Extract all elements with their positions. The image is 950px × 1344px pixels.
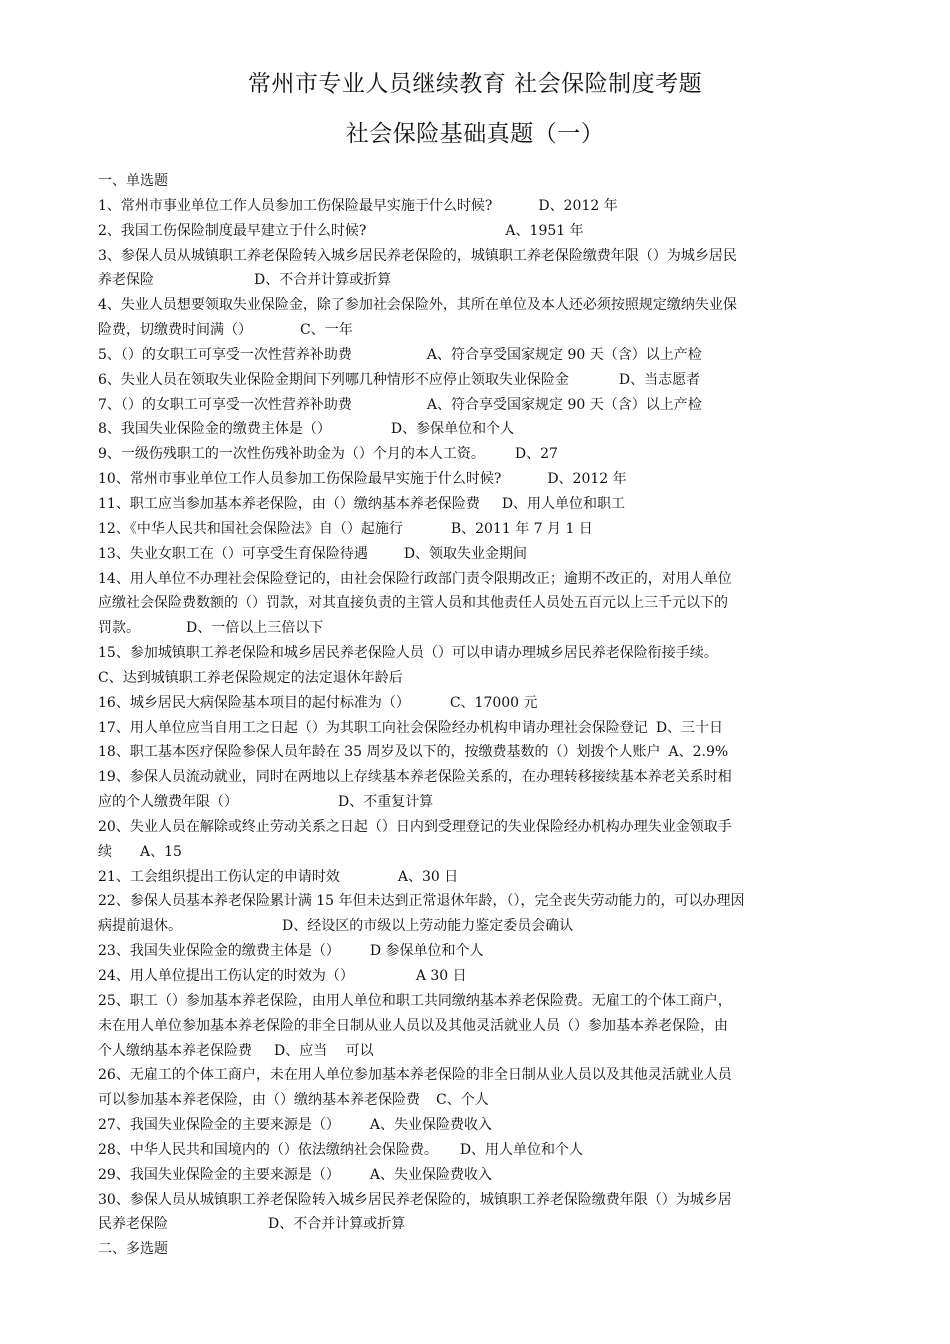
question-text: 17、用人单位应当自用工之日起（）为其职工向社会保险经办机构申请办理社会保险登记 [98,719,648,736]
answer-text: A、1951 年 [505,222,584,239]
question-line [98,591,856,616]
question-line [98,1163,856,1188]
question-line [98,467,856,492]
answer-text: D、2012 年 [547,471,627,488]
question-text: 14、用人单位不办理社会保险登记的，由社会保险行政部门责令限期改正；逾期不改正的，对用人单位 [98,570,732,587]
question-line [98,219,856,244]
question-line [98,815,856,840]
question-line [98,343,856,368]
question-list [98,169,856,1262]
answer-text: D、用人单位和个人 [459,1141,584,1158]
question-line [98,268,856,293]
question-text: 5、（）的女职工可享受一次性营养补助费 [98,346,352,363]
question-text: C、达到城镇职工养老保险规定的法定退休年龄后 [98,669,403,686]
question-text: 应的个人缴费年限（） [98,794,238,811]
document-subtitle: 社会保险基础真题（一） [345,121,605,147]
answer-text: A、符合享受国家规定 90 天（含）以上产检 [426,396,702,413]
question-line [98,1039,856,1064]
question-line [98,716,856,741]
question-text: 16、城乡居民大病保险基本项目的起付标准为（） [98,694,410,711]
question-text: 险费，切缴费时间满（） [98,322,252,339]
question-line [98,666,856,691]
question-text: 可以参加基本养老保险，由（）缴纳基本养老保险费 [98,1092,420,1109]
answer-text: D、领取失业金期间 [403,545,528,562]
question-line [98,318,856,343]
question-line [98,368,856,393]
question-text: 29、我国失业保险金的主要来源是（） [98,1166,340,1183]
question-line [98,393,856,418]
question-text: 6、失业人员在领取失业保险金期间下列哪几种情形不应停止领取失业保险金 [98,371,569,388]
question-line [98,914,856,939]
question-text: 24、用人单位提出工伤认定的时效为（） [98,968,354,984]
answer-text: D、2012 年 [538,197,618,214]
question-text: 9、一级伤残职工的一次性伤残补助金为（）个月的本人工资。 [98,446,485,463]
answer-text: C、17000 元 [449,694,538,711]
answer-text: B、2011 年 7 月 1 日 [450,520,593,537]
question-text: 1、常州市事业单位工作人员参加工伤保险最早实施于什么时候? [98,197,493,214]
question-text: 19、参保人员流动就业，同时在两地以上存续基本养老保险关系的，在办理转移接续基本养老关系时相 [98,769,732,786]
question-line [98,1113,856,1138]
question-line [98,964,856,989]
answer-text: A、15 [140,843,182,860]
question-text: 22、参保人员基本养老保险累计满 15 年但未达到正常退休年龄，（），完全丧失劳动能力的，可以办理因 [98,893,745,910]
answer-text: D、当志愿者 [618,371,701,388]
question-text: 3、参保人员从城镇职工养老保险转入城乡居民养老保险的，城镇职工养老保险缴费年限（）为城乡居民 [98,247,737,264]
question-text: 10、常州市事业单位工作人员参加工伤保险最早实施于什么时候? [98,471,502,488]
question-text: 13、失业女职工在（）可享受生育保险待遇 [98,545,368,562]
question-line [98,1063,856,1088]
question-line [98,1088,856,1113]
question-text: 应缴社会保险费数额的（）罚款，对其直接负责的主管人员和其他责任人员处五百元以上三千元以下的 [98,595,728,612]
question-line [98,542,856,567]
question-line [98,790,856,815]
question-text: 15、参加城镇职工养老保险和城乡居民养老保险人员（）可以申请办理城乡居民养老保险衔接手续。 [98,645,718,662]
question-text: 养老保险 [98,272,154,289]
question-text: 罚款。 [98,620,140,637]
question-line [98,293,856,318]
question-line [98,740,856,765]
answer-text: A、失业保险费收入 [369,1166,492,1183]
question-line [98,865,856,890]
answer-text: C、一年 [300,322,353,339]
question-text: 8、我国失业保险金的缴费主体是（） [98,421,331,438]
question-line [98,840,856,865]
answer-text: D、不合并计算或折算 [254,272,392,289]
question-text: 11、职工应当参加基本养老保险，由（）缴纳基本养老保险费 [98,495,480,512]
question-text: 28、中华人民共和国境内的（）依法缴纳社会保险费。 [98,1141,438,1158]
question-line [98,492,856,517]
answer-text: D、一倍以上三倍以下 [186,620,324,637]
answer-text: D、应当 可以 [274,1042,374,1059]
question-line [98,1188,856,1213]
question-line [98,939,856,964]
question-text: 21、工会组织提出工伤认定的申请时效 [98,868,340,885]
question-line [98,244,856,269]
question-line [98,616,856,641]
question-line [98,169,856,194]
answer-text: A 30 日 [415,968,467,984]
question-text: 续 [98,843,112,860]
question-line [98,442,856,467]
answer-text: A、2.9% [668,744,729,761]
answer-text: D、参保单位和个人 [390,421,515,438]
question-text: 20、失业人员在解除或终止劳动关系之日起（）日内到受理登记的失业保险经办机构办理失业金领取手 [98,818,732,835]
question-line [98,1237,856,1262]
answer-text: A、30 日 [397,868,459,885]
question-text: 二、多选题 [98,1241,168,1258]
question-text: 个人缴纳基本养老保险费 [98,1042,252,1059]
question-text: 7、（）的女职工可享受一次性营养补助费 [98,396,352,413]
question-line [98,691,856,716]
question-text: 27、我国失业保险金的主要来源是（） [98,1117,340,1134]
question-text: 2、我国工伤保险制度最早建立于什么时候? [98,222,367,239]
question-text: 25、职工（）参加基本养老保险，由用人单位和职工共同缴纳基本养老保险费。无雇工的个体工商户， [98,992,732,1009]
question-line [98,1014,856,1039]
question-line [98,889,856,914]
answer-text: D、不重复计算 [338,794,434,811]
answer-text: A、失业保险费收入 [369,1117,492,1134]
answer-text: D、27 [514,446,558,463]
question-line [98,641,856,666]
question-line [98,417,856,442]
answer-text: D、经设区的市级以上劳动能力鉴定委员会确认 [282,918,574,935]
answer-text: D 参保单位和个人 [369,943,484,960]
question-text: 4、失业人员想要领取失业保险金，除了参加社会保险外，其所在单位及本人还必须按照规定缴纳失业保 [98,297,737,314]
answer-text: D、用人单位和职工 [501,495,626,512]
question-text: 民养老保险 [98,1216,168,1233]
question-text: 30、参保人员从城镇职工养老保险转入城乡居民养老保险的，城镇职工养老保险缴费年限（）为城乡居 [98,1191,732,1208]
question-text: 一、单选题 [98,173,168,189]
question-line [98,567,856,592]
answer-text: C、个人 [436,1092,489,1109]
question-line [98,517,856,542]
answer-text: D、不合并计算或折算 [268,1216,406,1233]
question-text: 病提前退休。 [98,918,182,935]
question-line [98,1138,856,1163]
question-text: 23、我国失业保险金的缴费主体是（） [98,943,340,960]
question-line [98,765,856,790]
question-text: 12、《中华人民共和国社会保险法》自（）起施行 [98,520,403,537]
answer-text: D、三十日 [655,719,724,736]
answer-text: A、符合享受国家规定 90 天（含）以上产检 [426,346,702,363]
question-line [98,194,856,219]
question-line [98,989,856,1014]
question-text: 18、职工基本医疗保险参保人员年龄在 35 周岁及以下的，按缴费基数的（）划拨个人账户 [98,744,661,761]
question-text: 未在用人单位参加基本养老保险的非全日制从业人员以及其他灵活就业人员（）参加基本养老保险，由 [98,1017,728,1034]
question-text: 26、无雇工的个体工商户，未在用人单位参加基本养老保险的非全日制从业人员以及其他灵活就业人员 [98,1067,732,1084]
question-line [98,1212,856,1237]
document-title: 常州市专业人员继续教育 社会保险制度考题 [247,71,703,97]
